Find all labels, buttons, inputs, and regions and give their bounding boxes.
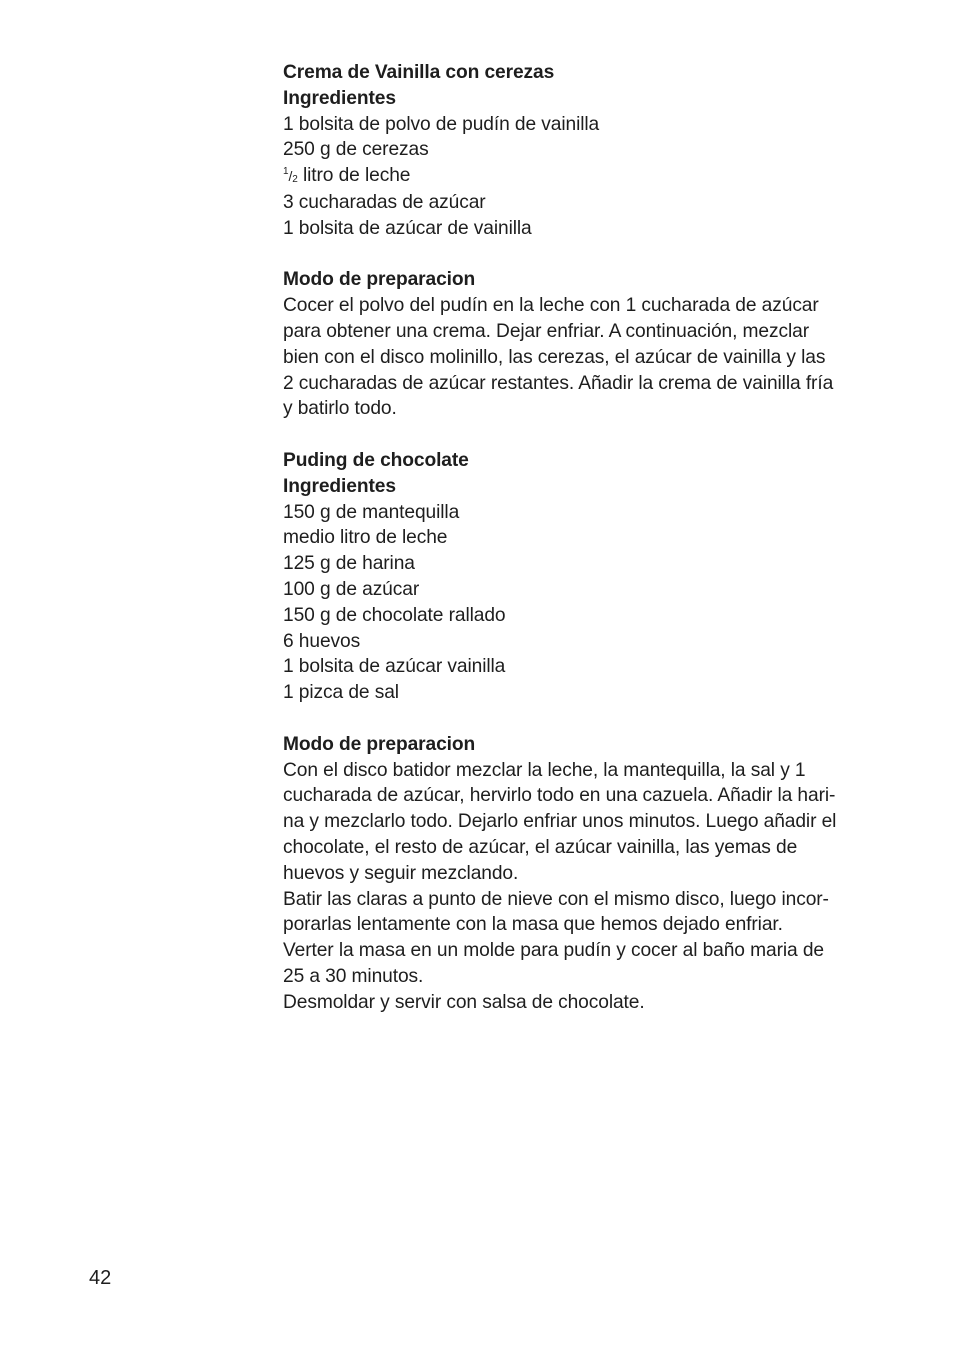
recipe-crema-vainilla bbox=[283, 60, 873, 422]
method-heading: Modo de preparacion bbox=[283, 733, 476, 755]
method-line: huevos y seguir mezclando. bbox=[283, 862, 519, 884]
method-heading: Modo de preparacion bbox=[283, 269, 476, 291]
fraction-slash: / bbox=[288, 168, 293, 185]
ingredient-item: 150 g de mantequilla bbox=[283, 501, 460, 523]
method-line: bien con el disco molinillo, las cerezas, el azúcar de vainilla y las bbox=[283, 346, 826, 368]
method-line: 25 a 30 minutos. bbox=[283, 965, 424, 987]
recipe-title: Crema de Vainilla con cerezas bbox=[283, 62, 555, 83]
method-line: 2 cucharadas de azúcar restantes. Añadir la crema de vainilla fría bbox=[283, 372, 834, 394]
ingredient-item: 1 pizca de sal bbox=[283, 682, 399, 704]
page-content bbox=[283, 60, 873, 1015]
method-line: Cocer el polvo del pudín en la leche con 1 cucharada de azúcar bbox=[283, 295, 819, 317]
method-line: Batir las claras a punto de nieve con el mismo disco, luego incor- bbox=[283, 888, 829, 910]
ingredient-item bbox=[283, 163, 873, 190]
ingredient-item: 150 g de chocolate rallado bbox=[283, 604, 506, 626]
ingredient-item: medio litro de leche bbox=[283, 527, 448, 549]
ingredient-item: 1 bolsita de azúcar de vainilla bbox=[283, 217, 532, 239]
ingredient-item: 1 bolsita de azúcar vainilla bbox=[283, 656, 506, 678]
ingredients-list bbox=[283, 112, 873, 242]
method-line: Con el disco batidor mezclar la leche, la mantequilla, la sal y 1 bbox=[283, 759, 806, 781]
ingredient-item: 1 bolsita de polvo de pudín de vainilla bbox=[283, 113, 600, 135]
fraction-numerator: 1 bbox=[283, 166, 289, 178]
method-line: Desmoldar y servir con salsa de chocolate. bbox=[283, 991, 645, 1013]
half-fraction bbox=[283, 165, 298, 186]
ingredient-item: 125 g de harina bbox=[283, 553, 415, 575]
method-line: porarlas lentamente con la masa que hemos dejado enfriar. bbox=[283, 914, 783, 936]
spacer bbox=[283, 422, 873, 448]
method-line: para obtener una crema. Dejar enfriar. A continuación, mezclar bbox=[283, 320, 810, 342]
ingredient-item: 6 huevos bbox=[283, 630, 361, 652]
ingredients-heading: Ingredientes bbox=[283, 475, 396, 497]
method-line: Verter la masa en un molde para pudín y cocer al baño maria de bbox=[283, 940, 824, 962]
ingredient-item: 3 cucharadas de azúcar bbox=[283, 191, 486, 213]
ingredient-text: litro de leche bbox=[297, 165, 411, 187]
method-text bbox=[283, 293, 873, 422]
spacer bbox=[283, 706, 873, 732]
method-line: y batirlo todo. bbox=[283, 398, 397, 420]
method-line: na y mezclarlo todo. Dejarlo enfriar unos minutos. Luego añadir el bbox=[283, 811, 837, 833]
recipe-title: Puding de chocolate bbox=[283, 449, 469, 471]
ingredients-heading: Ingredientes bbox=[283, 87, 396, 109]
ingredients-list bbox=[283, 500, 873, 706]
method-line: cucharada de azúcar, hervirlo todo en una cazuela. Añadir la hari- bbox=[283, 785, 836, 807]
recipe-puding-chocolate bbox=[283, 448, 873, 1016]
fraction-denominator: 2 bbox=[292, 174, 298, 186]
ingredient-item: 100 g de azúcar bbox=[283, 578, 420, 600]
ingredient-item: 250 g de cerezas bbox=[283, 139, 429, 161]
spacer bbox=[283, 242, 873, 268]
method-line: chocolate, el resto de azúcar, el azúcar vainilla, las yemas de bbox=[283, 836, 798, 858]
method-text bbox=[283, 758, 873, 1016]
page-number: 42 bbox=[89, 1267, 112, 1289]
